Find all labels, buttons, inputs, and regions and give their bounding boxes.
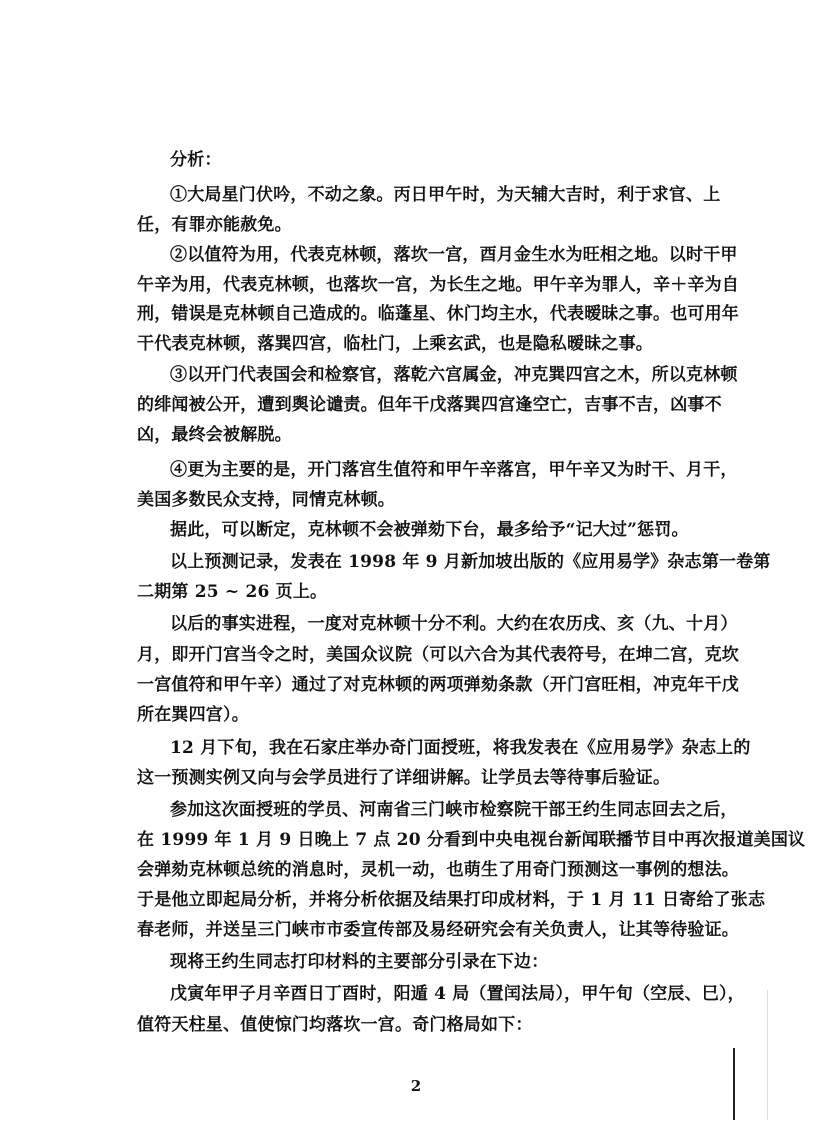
text-line: 美国多数民众支持，同情克林顿。 [137, 490, 395, 510]
text-line: 在 1999 年 1 月 9 日晚上 7 点 20 分看到中央电视台新闻联播节目中再次报道美国议 [137, 830, 806, 850]
text-line: 以上预测记录，发表在 1998 年 9 月新加坡出版的《应用易学》杂志第一卷第 [170, 552, 771, 572]
text-line: 分析： [170, 150, 222, 170]
page-number: 2 [410, 1077, 422, 1095]
text-line: 值符天柱星、值使惊门均落坎一宫。奇门格局如下： [137, 1015, 533, 1035]
text-line: 戊寅年甲子月辛酉日丁酉时，阳遁 4 局（置闰法局），甲午旬（空辰、巳）， [170, 984, 745, 1004]
text-line: 凶，最终会被解脱。 [137, 425, 292, 445]
text-line: 会弹劾克林顿总统的消息时，灵机一动，也萌生了用奇门预测这一事例的想法。 [137, 860, 739, 880]
text-line: 12 月下旬，我在石家庄举办奇门面授班，将我发表在《应用易学》杂志上的 [170, 738, 751, 758]
scan-edge-mark [733, 1048, 735, 1120]
text-line: 月，即开门宫当令之时，美国众议院（可以六合为其代表符号，在坤二宫，克坎 [137, 645, 739, 665]
text-line: 午辛为用，代表克林顿，也落坎一宫，为长生之地。甲午辛为罪人，辛＋辛为自 [137, 275, 739, 295]
text-line: 现将王约生同志打印材料的主要部分引录在下边： [170, 952, 549, 972]
text-line: 所在巽四宫）。 [137, 705, 249, 725]
text-line: ③以开门代表国会和检察官，落乾六宫属金，冲克巽四宫之木，所以克林顿 [170, 365, 738, 385]
text-line: 春老师，并送呈三门峡市市委宣传部及易经研究会有关负责人，让其等待验证。 [137, 920, 739, 940]
text-line: 二期第 25 ~ 26 页上。 [137, 582, 328, 602]
text-line: 参加这次面授班的学员、河南省三门峡市检察院干部王约生同志回去之后， [170, 800, 738, 820]
text-line: 的绯闻被公开，遭到舆论谴责。但年干戊落巽四宫逢空亡，吉事不吉，凶事不 [137, 395, 722, 415]
text-line: ④更为主要的是，开门落宫生值符和甲午辛落宫，甲午辛又为时干、月干， [170, 460, 738, 480]
text-line: 一宫值符和甲午辛）通过了对克林顿的两项弹劾条款（开门宫旺相，冲克年干戊 [137, 675, 739, 695]
scan-edge-shadow [767, 990, 768, 1120]
text-line: 刑，错误是克林顿自己造成的。临蓬星、休门均主水，代表暧昧之事。也可用年 [137, 304, 739, 324]
text-line: 干代表克林顿，落巽四宫，临杜门，上乘玄武，也是隐私暧昧之事。 [137, 334, 653, 354]
text-line: 于是他立即起局分析，并将分析依据及结果打印成材料，于 1 月 11 日寄给了张志 [137, 890, 766, 910]
text-line: 这一预测实例又向与会学员进行了详细讲解。让学员去等待事后验证。 [137, 768, 671, 788]
text-line: 任，有罪亦能赦免。 [137, 215, 292, 235]
text-line: 据此，可以断定，克林顿不会被弹劾下台，最多给予“记大过”惩罚。 [170, 520, 689, 540]
text-line: 以后的事实进程，一度对克林顿十分不利。大约在农历戌、亥（九、十月） [170, 614, 738, 634]
text-line: ①大局星门伏吟，不动之象。丙日甲午时，为天辅大吉时，利于求官、上 [170, 185, 721, 205]
text-line: ②以值符为用，代表克林顿，落坎一宫，酉月金生水为旺相之地。以时干甲 [170, 245, 738, 265]
